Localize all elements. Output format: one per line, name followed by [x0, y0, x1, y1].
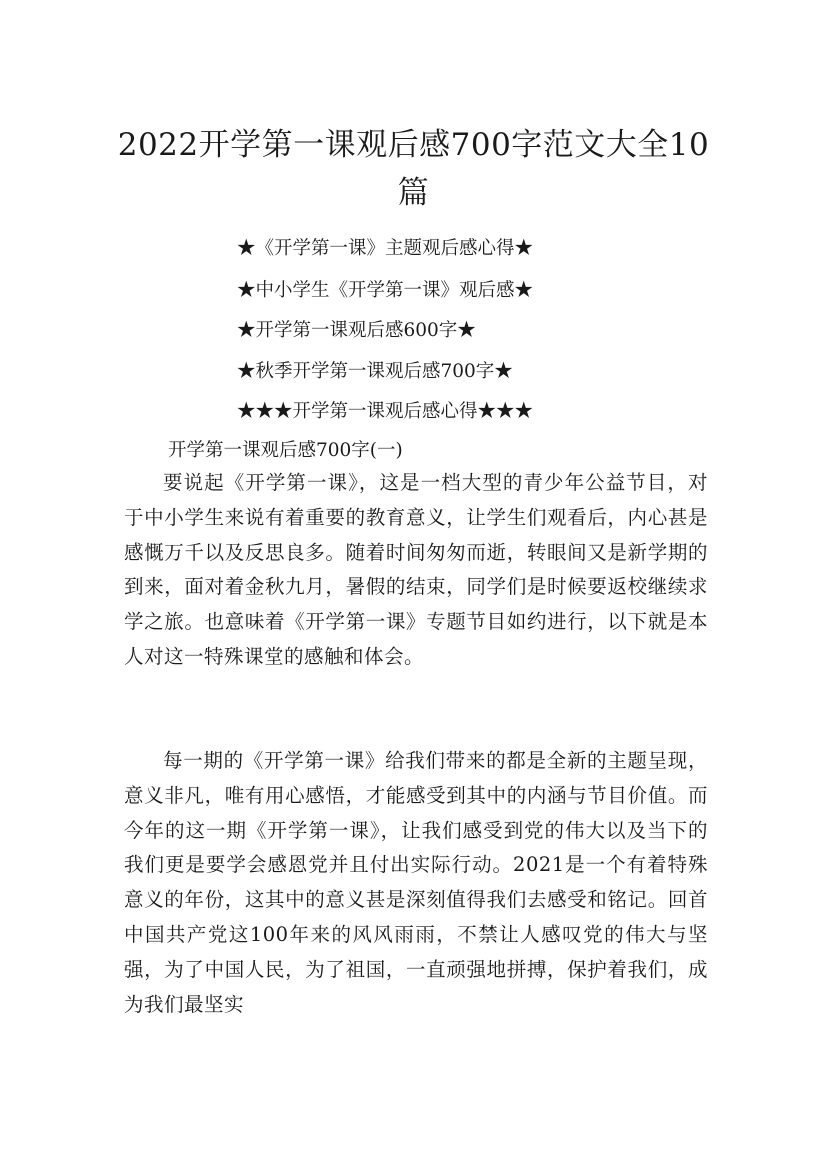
toc-item: ★中小学生《开学第一课》观后感★ [237, 280, 534, 301]
toc-item: ★《开学第一课》主题观后感心得★ [237, 238, 534, 259]
toc-item: ★秋季开学第一课观后感700字★ [237, 361, 513, 382]
section-heading: 开学第一课观后感700字(一) [168, 440, 403, 461]
toc-item: ★★★开学第一课观后感心得★★★ [237, 401, 534, 422]
body-paragraph: 要说起《开学第一课》，这是一档大型的青少年公益节目，对于中小学生来说有着重要的教育意义，让学生们观看后，内心甚是感慨万千以及反思良多。随着时间匆匆而逝，转眼间又是新学期的到来，面对着金秋九月，暑假的结束，同学们是时候要返校继续求学之旅。也意味着《开学第一课》专题节目如约进行，以下就是本人对这一特殊课堂的感触和体会。 [124, 471, 708, 668]
toc-item: ★开学第一课观后感600字★ [237, 320, 476, 341]
document-title: 2022开学第一课观后感700字范文大全10篇 [117, 126, 710, 211]
body-paragraph: 每一期的《开学第一课》给我们带来的都是全新的主题呈现，意义非凡，唯有用心感悟，才能感受到其中的内涵与节目价值。而今年的这一期《开学第一课》，让我们感受到党的伟大以及当下的我们更是要学会感恩党并且付出实际行动。2021是一个有着特殊意义的年份，这其中的意义甚是深刻值得我们去感受和铭记。回首中国共产党这100年来的风风雨雨，不禁让人感叹党的伟大与坚强，为了中国人民，为了祖国，一直顽强地拼搏，保护着我们，成为我们最坚实 [124, 749, 708, 1016]
